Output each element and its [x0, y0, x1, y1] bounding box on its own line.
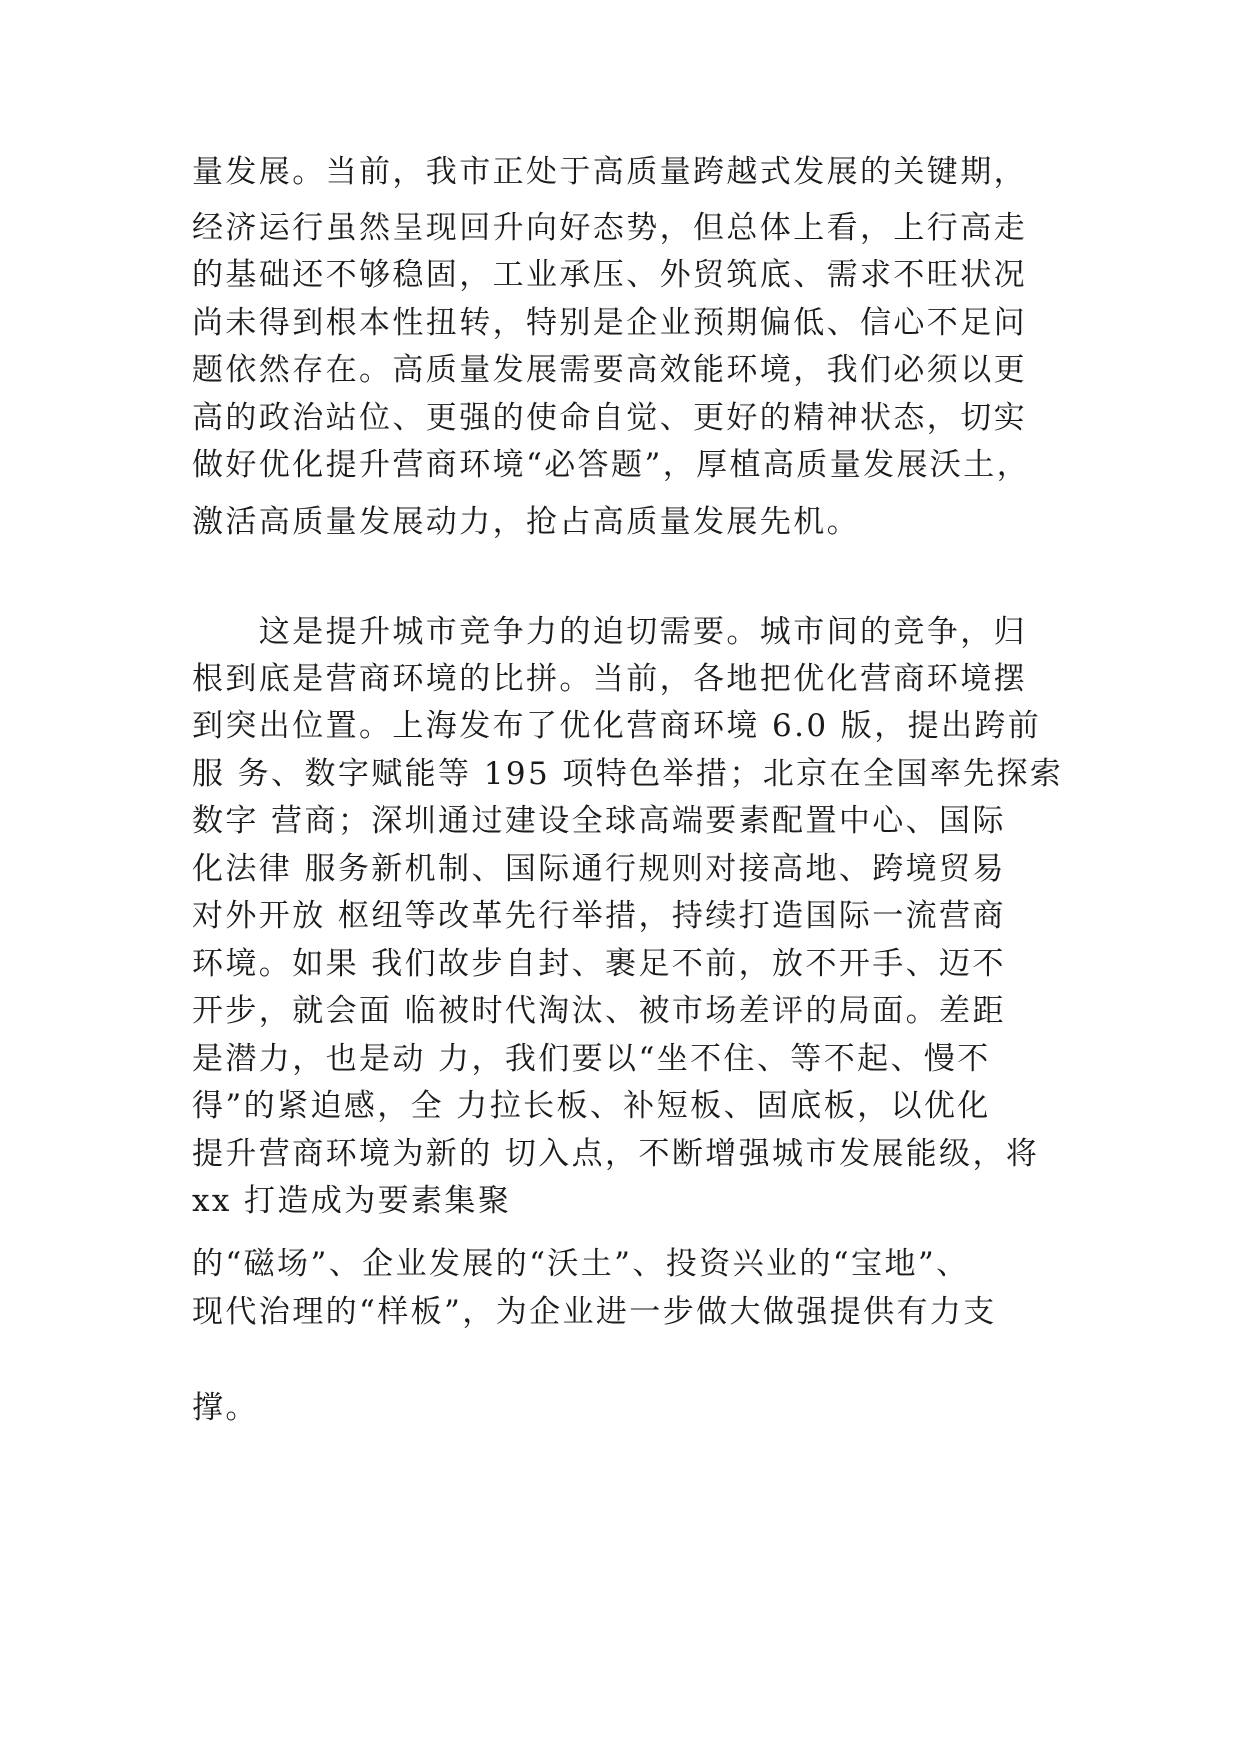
text-line: 题依然存在。高质量发展需要高效能环境，我们必须以更: [192, 352, 1027, 388]
text-line: 环境。如果 我们故步自封、裹足不前，放不开手、迈不: [192, 946, 1006, 982]
text-line: 对外开放 枢纽等改革先行举措，持续打造国际一流营商: [192, 898, 1006, 934]
text-line: 的“磁场”、企业发展的“沃土”、投资兴业的“宝地”、: [192, 1246, 970, 1282]
text-line: 这是提升城市竞争力的迫切需要。城市间的竞争，归: [192, 614, 1027, 650]
text-line: 开步，就会面 临被时代淘汰、被市场差评的局面。差距: [192, 993, 1006, 1029]
text-line: 经济运行虽然呈现回升向好态势，但总体上看，上行高走: [192, 210, 1027, 246]
text-line: 得”的紧迫感，全 力拉长板、补短板、固底板，以优化: [192, 1088, 991, 1124]
text-line: 做好优化提升营商环境“必答题”，厚植高质量发展沃土，: [192, 447, 1031, 483]
text-line: 尚未得到根本性扭转，特别是企业预期偏低、信心不足问: [192, 305, 1027, 341]
text-line: 高的政治站位、更强的使命自觉、更好的精神状态，切实: [192, 400, 1027, 436]
text-line: 撑。: [192, 1390, 259, 1426]
text-line: 量发展。当前，我市正处于高质量跨越式发展的关键期，: [192, 154, 1027, 190]
text-line: 根到底是营商环境的比拼。当前，各地把优化营商环境摆: [192, 661, 1027, 697]
text-line: 现代治理的“样板”，为企业进一步做大做强提供有力支: [192, 1294, 997, 1330]
text-line: 到突出位置。上海发布了优化营商环境 6.0 版，提出跨前: [192, 708, 1042, 744]
text-line: 化法律 服务新机制、国际通行规则对接高地、跨境贸易: [192, 851, 1006, 887]
text-line: 是潜力，也是动 力，我们要以“坐不住、等不起、慢不: [192, 1041, 991, 1077]
text-line: 数字 营商；深圳通过建设全球高端要素配置中心、国际: [192, 803, 1006, 839]
text-line: 激活高质量发展动力，抢占高质量发展先机。: [192, 504, 860, 540]
text-line: xx 打造成为要素集聚: [192, 1183, 512, 1219]
text-line: 的基础还不够稳固，工业承压、外贸筑底、需求不旺状况: [192, 257, 1027, 293]
text-line: 提升营商环境为新的 切入点，不断增强城市发展能级，将: [192, 1136, 1040, 1172]
text-line: 服 务、数字赋能等 195 项特色举措；北京在全国率先探索: [192, 756, 1064, 792]
